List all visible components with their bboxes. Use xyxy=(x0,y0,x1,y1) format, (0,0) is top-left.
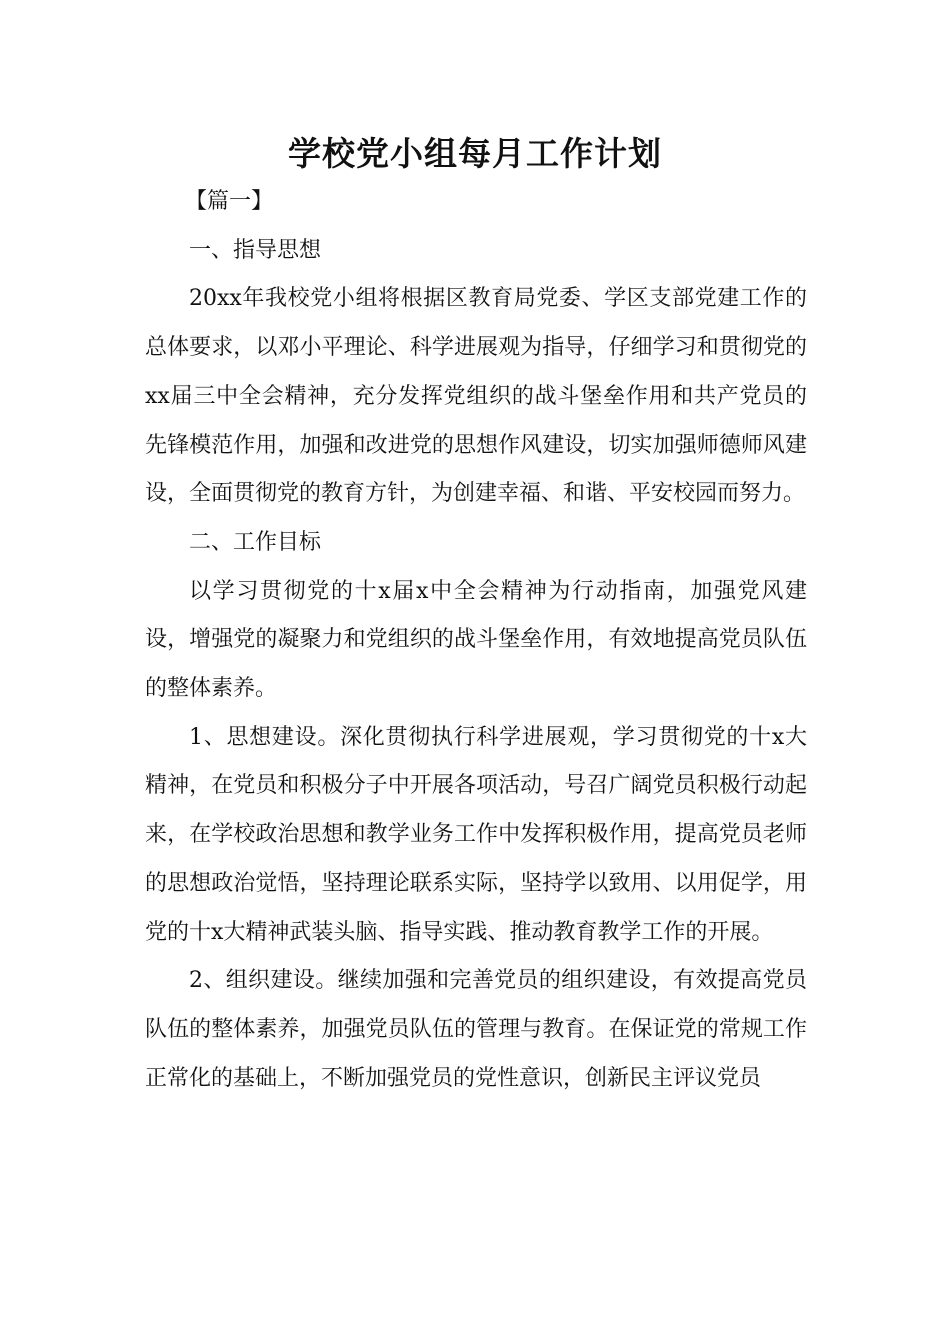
document-body xyxy=(145,178,807,1103)
paragraph-organizational-building: 2、组织建设。继续加强和完善党员的组织建设，有效提高党员队伍的整体素养，加强党员队伍的管理与教育。在保证党的常规工作正常化的基础上，不断加强党员的党性意识，创新民主评议党员 xyxy=(145,968,807,1091)
paragraph-guiding-ideology: 20xx年我校党小组将根据区教育局党委、学区支部党建工作的总体要求，以邓小平理论、科学进展观为指导，仔细学习和贯彻党的xx届三中全会精神，充分发挥党组织的战斗堡垒作用和共产党员的先锋模范作用，加强和改进党的思想作风建设，切实加强师德师风建设，全面贯彻党的教育方针，为创建幸福、和谐、平安校园而努力。 xyxy=(145,286,807,507)
heading-guiding-ideology: 一、指导思想 xyxy=(189,237,322,263)
section-label-part-one: 【篇一】 xyxy=(185,189,274,214)
document-title: 学校党小组每月工作计划 xyxy=(288,134,662,173)
heading-work-goals: 二、工作目标 xyxy=(189,529,322,555)
paragraph-ideological-building: 1、思想建设。深化贯彻执行科学进展观，学习贯彻党的十x大精神，在党员和积极分子中开展各项活动，号召广阔党员积极行动起来，在学校政治思想和教学业务工作中发挥积极作用，提高党员老师的思想政治觉悟，坚持理论联系实际，坚持学以致用、以用促学，用党的十x大精神武装头脑、指导实践、推动教育教学工作的开展。 xyxy=(145,724,808,945)
paragraph-work-goals: 以学习贯彻党的十x届x中全会精神为行动指南，加强党风建设，增强党的凝聚力和党组织的战斗堡垒作用，有效地提高党员队伍的整体素养。 xyxy=(145,578,807,702)
